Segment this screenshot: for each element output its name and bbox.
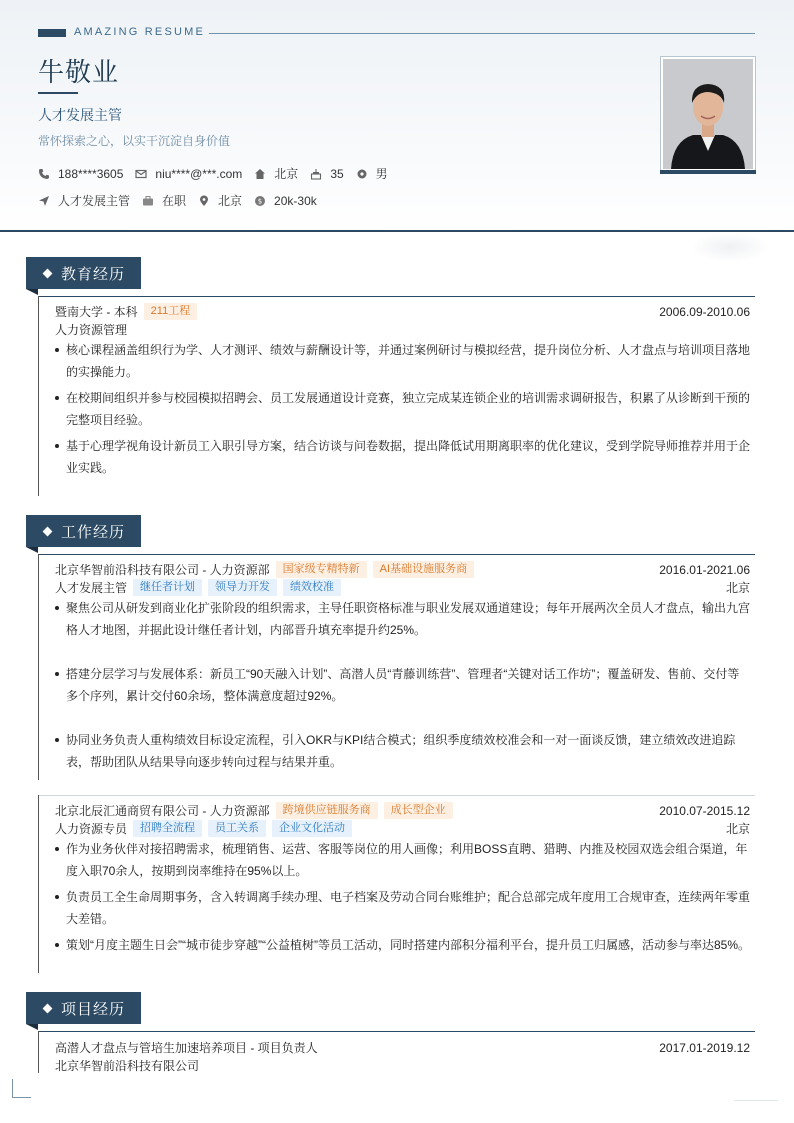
age-item (310, 167, 343, 181)
work-role-row (55, 820, 750, 837)
work-role-row (55, 579, 750, 596)
work-bullet: 协同业务负责人重构绩效目标设定流程，引入OKR与KPI结合模式；组织季度绩效校准会和一对一面谈反馈，建立绩效改进追踪表，帮助团队从结果导向逐步转向过程与结果并重。 (55, 729, 750, 773)
company-tag: 跨境供应链服务商 (276, 802, 378, 819)
section-title-text: 教育经历 (61, 265, 126, 283)
gender-item (356, 165, 388, 182)
target-city-item (198, 192, 242, 209)
company-tag: 成长型企业 (384, 802, 453, 819)
role-tag: 招聘全流程 (133, 820, 202, 837)
section-title-projects (26, 992, 141, 1024)
home-icon (254, 168, 266, 180)
candidate-motto: 常怀探索之心，以实干沉淀自身价值 (38, 134, 231, 148)
work-bullet: 搭建分层学习与发展体系：新员工“90天融入计划”、高潜人员“青藤训练营”、管理者“关键对话工作坊”；覆盖研发、售前、交付等多个序列，累计交付60余场，整体满意度超过92%。 (55, 663, 750, 707)
phone-item (38, 167, 123, 181)
location-item (254, 165, 298, 182)
project-org-row (55, 1057, 750, 1074)
education-bullet: 核心课程涵盖组织行为学、人才测评、绩效与薪酬设计等，并通过案例研讨与模拟经营，提升岗位分析、人才盘点与培训项目落地的实操能力。 (55, 339, 750, 383)
gender-icon (356, 168, 368, 180)
section-ribbon-tail (26, 1024, 38, 1030)
target-position-item (38, 192, 130, 209)
avatar (663, 59, 753, 169)
tagline-bar (38, 29, 66, 37)
phone-icon (38, 168, 50, 180)
role-tag: 企业文化活动 (272, 820, 352, 837)
page-corner-mark (12, 1079, 31, 1098)
email-text: niu****@***.com (155, 166, 243, 181)
section-title-education (26, 257, 141, 289)
status-text: 在职 (162, 194, 187, 208)
mail-icon (135, 168, 147, 180)
target-position-text: 人才发展主管 (58, 194, 131, 208)
phone-text: 188****3605 (58, 166, 124, 181)
diamond-icon (43, 268, 53, 278)
salary-text: 20k-30k (274, 193, 317, 208)
entry-divider (38, 795, 755, 796)
work-dates: 2010.07-2015.12 (659, 803, 750, 818)
intention-row (38, 192, 329, 209)
company-name: 北京华智前沿科技有限公司 - 人力资源部 (55, 563, 270, 577)
role-tag: 领导力开发 (208, 579, 277, 596)
project-header (55, 1039, 750, 1056)
work-dates: 2016.01-2021.06 (659, 562, 750, 577)
candidate-name: 牛敬业 (38, 57, 120, 87)
role-tag: 绩效校准 (283, 579, 341, 596)
project-dates: 2017.01-2019.12 (659, 1040, 750, 1055)
svg-text:$: $ (257, 197, 263, 206)
section-guide-line (38, 554, 39, 780)
section-rule (38, 1031, 755, 1032)
project-name: 高潜人才盘点与管培生加速培养项目 - 项目负责人 (55, 1041, 318, 1055)
target-city-text: 北京 (218, 194, 243, 208)
send-icon (38, 195, 50, 207)
page-footer-line (734, 1100, 778, 1101)
work-bullet: 作为业务伙伴对接招聘需求，梳理销售、运营、客服等岗位的用人画像；利用BOSS直聘、猎聘、内推及校园双选会组合渠道，年度入职70余人，按期到岗率维持在95%以上。 (55, 838, 750, 882)
work-city: 北京 (725, 822, 750, 836)
status-item (142, 192, 186, 209)
project-org: 北京华智前沿科技有限公司 (55, 1059, 200, 1073)
section-guide-line (38, 296, 39, 496)
work-bullet: 负责员工全生命周期事务，含入转调离手续办理、电子档案及劳动合同台账维护；配合总部完成年度用工合规审查，连续两年零重大差错。 (55, 886, 750, 930)
section-guide-line (38, 795, 39, 973)
role-tag: 继任者计划 (133, 579, 202, 596)
section-guide-line (38, 1031, 39, 1073)
section-rule (38, 296, 755, 297)
section-ribbon-tail (26, 289, 38, 295)
gender-text: 男 (375, 167, 388, 181)
role-tag: 员工关系 (208, 820, 266, 837)
education-dates: 2006.09-2010.06 (659, 304, 750, 319)
money-icon (254, 195, 266, 207)
school-name: 暨南大学 - 本科 (55, 305, 138, 319)
education-header (55, 303, 750, 320)
section-title-text: 项目经历 (61, 1000, 126, 1018)
salary-item (254, 194, 317, 208)
company-tag: AI基础设施服务商 (373, 561, 474, 578)
briefcase-icon (142, 195, 154, 207)
diamond-icon (43, 1003, 53, 1013)
section-rule (38, 554, 755, 555)
cake-icon (310, 168, 322, 180)
work-entry-header (55, 802, 750, 819)
company-tag: 国家级专精特新 (276, 561, 367, 578)
education-major-row (55, 321, 750, 338)
email-item (135, 167, 242, 181)
school-tag: 211工程 (144, 303, 198, 320)
location-text: 北京 (274, 167, 299, 181)
role-name: 人才发展主管 (55, 581, 128, 595)
photo-frame (660, 56, 756, 172)
work-bullet: 聚焦公司从研发到商业化扩张阶段的组织需求，主导任职资格标准与职业发展双通道建设；每年开展两次全员人才盘点，输出九宫格人才地图，并据此设计继任者计划，内部晋升填充率提升约25%。 (55, 597, 750, 641)
name-underline (38, 92, 78, 94)
header-shadow (690, 232, 770, 262)
diamond-icon (43, 526, 53, 536)
section-title-work (26, 515, 141, 547)
photo-underline (660, 170, 756, 174)
major: 人力资源管理 (55, 323, 128, 337)
role-name: 人力资源专员 (55, 822, 128, 836)
candidate-title: 人才发展主管 (38, 107, 122, 123)
location-pin-icon (198, 195, 210, 207)
header-divider (0, 230, 794, 232)
work-bullet: 策划“月度主题生日会”“城市徒步穿越”“公益植树”等员工活动，同时搭建内部积分福利平台，提升员工归属感，活动参与率达85%。 (55, 934, 750, 956)
tagline-line (209, 33, 755, 34)
tagline: AMAZING RESUME (74, 26, 206, 38)
work-entry-header (55, 561, 750, 578)
education-bullet: 在校期间组织并参与校园模拟招聘会、员工发展通道设计竞赛，独立完成某连锁企业的培训需求调研报告，积累了从诊断到干预的完整项目经验。 (55, 387, 750, 431)
education-bullet: 基于心理学视角设计新员工入职引导方案，结合访谈与问卷数据，提出降低试用期离职率的优化建议，受到学院导师推荐并用于企业实践。 (55, 435, 750, 479)
age-text: 35 (330, 166, 344, 181)
portrait-image (663, 59, 753, 169)
work-city: 北京 (725, 581, 750, 595)
company-name: 北京北辰汇通商贸有限公司 - 人力资源部 (55, 804, 270, 818)
contact-row (38, 165, 400, 182)
section-ribbon-tail (26, 547, 38, 553)
section-title-text: 工作经历 (61, 523, 126, 541)
